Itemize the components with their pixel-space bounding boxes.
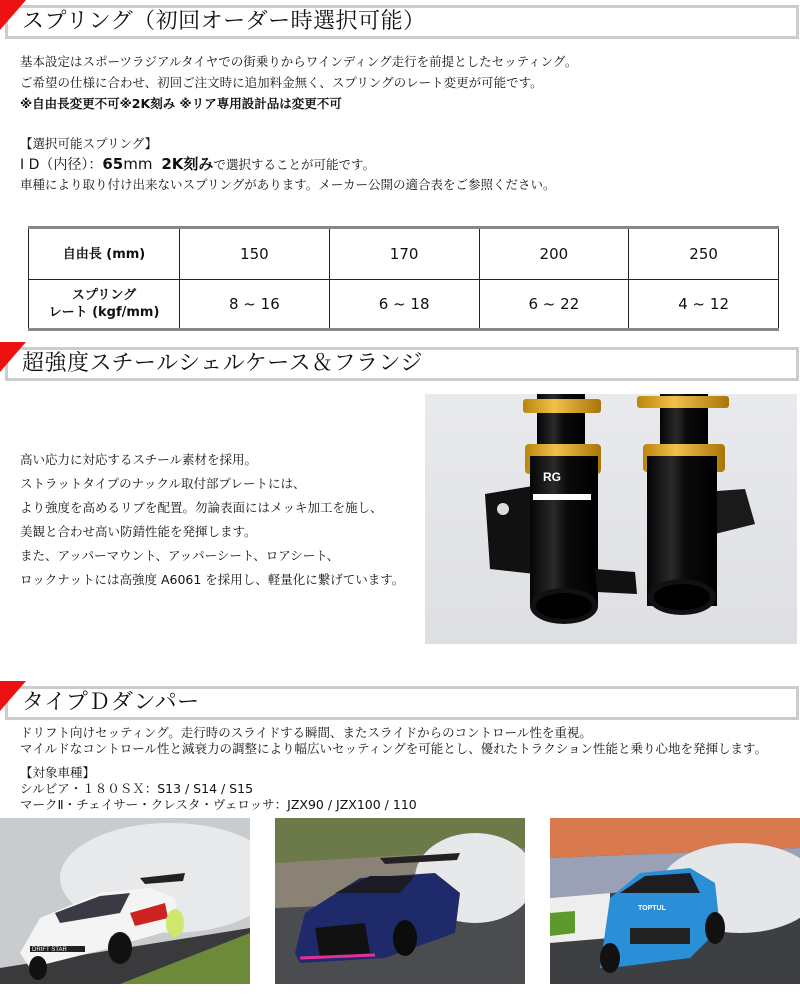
section-header-steel-shell xyxy=(5,347,799,381)
target-vehicles-heading: 【対象車種】 xyxy=(20,765,96,780)
target-vehicle-line: マークⅡ・チェイサー・クレスタ・ヴェロッサ：JZX90 / JZX100 / 110 xyxy=(20,797,417,812)
description-line: 高い応力に対応するスチール素材を採用。 xyxy=(20,452,258,467)
id-unit: mm xyxy=(123,155,153,173)
drift-car-illustration xyxy=(0,818,250,984)
spring-restriction-note: ※自由長変更不可※2K刻み ※リア専用設計品は変更不可 xyxy=(20,96,342,111)
fitment-note: 車種により取り付け出来ないスプリングがあります。メーカー公開の適合表をご参照ください。 xyxy=(20,177,556,192)
table-cell: 200 xyxy=(479,228,629,280)
section-header-spring xyxy=(5,5,799,39)
section-title: スプリング（初回オーダー時選択可能） xyxy=(22,9,426,34)
spring-id-line xyxy=(20,155,375,175)
drift-car-photo-1 xyxy=(0,818,250,984)
svg-text:DRIFT STAR: DRIFT STAR xyxy=(32,947,67,953)
section-title: 超強度スチールシェルケース＆フランジ xyxy=(22,351,424,376)
id-suffix: で選択することが可能です。 xyxy=(213,157,375,172)
description-line: ロックナットには高強度 A6061 を採用し、軽量化に繋げています。 xyxy=(20,572,405,587)
svg-text:RG: RG xyxy=(543,470,561,484)
section-header-type-d xyxy=(5,686,799,720)
spring-paragraph: ご希望の仕様に合わせ、初回ご注文時に追加料金無く、スプリングのレート変更が可能です。 xyxy=(20,75,543,90)
table-row-free-length xyxy=(29,228,779,280)
drift-car-photo-2 xyxy=(275,818,525,984)
coilover-illustration xyxy=(425,394,797,644)
table-cell: 6 ~ 22 xyxy=(479,280,629,330)
spring-spec-table xyxy=(28,226,779,331)
red-corner-marker-icon xyxy=(0,681,26,711)
red-corner-marker-icon xyxy=(0,0,26,30)
table-cell: 8 ~ 16 xyxy=(180,280,330,330)
target-vehicle-line: シルビア・１８０ＳＸ：S13 / S14 / S15 xyxy=(20,781,254,796)
spring-step: 2K刻み xyxy=(161,155,214,173)
description-line: ストラットタイプのナックル取付部プレートには、 xyxy=(20,476,306,491)
id-prefix: I D（内径）： xyxy=(20,157,103,173)
spring-paragraph: 基本設定はスポーツラジアルタイヤでの街乗りからワインディング走行を前提としたセッティング。 xyxy=(20,54,578,69)
red-corner-marker-icon xyxy=(0,342,26,372)
svg-text:TOPTUL: TOPTUL xyxy=(638,905,666,912)
drift-car-illustration xyxy=(275,818,525,984)
type-d-description: ドリフト向けセッティング。走行時のスライドする瞬間、またスライドからのコントロール性を重視。 xyxy=(20,725,592,740)
damper-product-photo xyxy=(425,394,797,644)
selectable-springs-heading: 【選択可能スプリング】 xyxy=(20,136,158,151)
section-title: タイプＤダンパー xyxy=(22,690,200,715)
id-size: 65 xyxy=(102,155,124,173)
table-row-spring-rate xyxy=(29,280,779,330)
header-line: スプリング xyxy=(71,288,137,303)
description-line: より強度を高めるリブを配置。勿論表面にはメッキ加工を施し、 xyxy=(20,500,383,515)
drift-car-photo-3 xyxy=(550,818,800,984)
table-cell: 4 ~ 12 xyxy=(629,280,779,330)
table-cell: 250 xyxy=(629,228,779,280)
table-header-free-length: 自由長 (mm) xyxy=(29,228,180,280)
type-d-description: マイルドなコントロール性と減衰力の調整により幅広いセッティングを可能とし、優れたトラクション性能と乗り心地を発揮します。 xyxy=(20,741,768,756)
table-cell: 6 ~ 18 xyxy=(329,280,479,330)
table-cell: 170 xyxy=(329,228,479,280)
table-cell: 150 xyxy=(180,228,330,280)
description-line: 美観と合わせ高い防錆性能を発揮します。 xyxy=(20,524,257,539)
header-line: レート (kgf/mm) xyxy=(48,305,160,320)
description-line: また、アッパーマウント、アッパーシート、ロアシート、 xyxy=(20,548,340,563)
drift-car-illustration xyxy=(550,818,800,984)
table-header-spring-rate xyxy=(29,280,180,330)
